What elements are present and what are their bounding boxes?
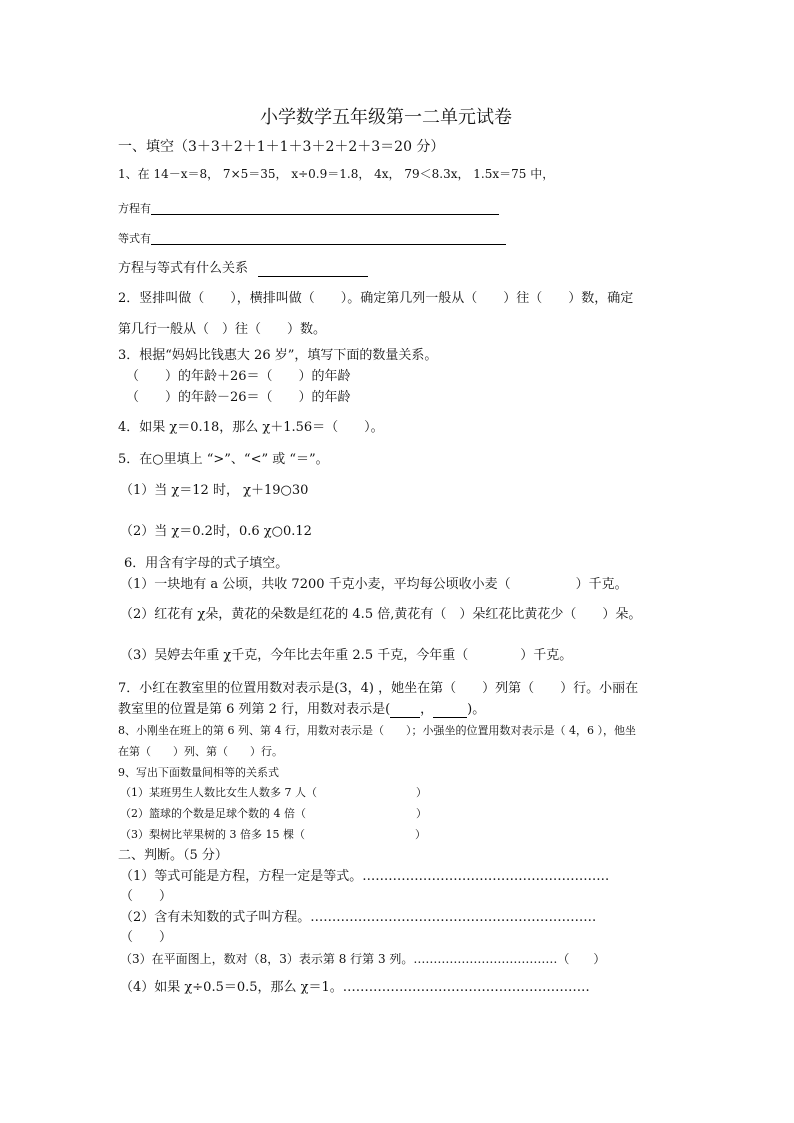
exam-title: 小学数学五年级第一二单元试卷 — [260, 107, 512, 128]
q6-part2: （2）红花有 χ朵，黄花的朵数是红花的 4.5 倍,黄花有（ ）朵红花比黄花少（ ）朵。 — [120, 607, 642, 622]
q5-stem: 5．在○里填上 “>”、“<” 或 “＝”。 — [118, 452, 329, 467]
q1-equalities-label: 等式有 — [118, 232, 151, 245]
q7-blank-row[interactable] — [433, 704, 467, 718]
judge-item1-answer[interactable]: （ ） — [120, 889, 173, 904]
q7-blank-column[interactable] — [390, 704, 420, 718]
q8-line1: 8、小刚坐在班上的第 6 列、第 4 行，用数对表示是（ ）；小强坐的位置用数对表示是（ 4，6 ），他坐 — [118, 724, 636, 737]
q5-part1: （1）当 χ＝12 时， χ＋19○30 — [120, 483, 309, 498]
q3-line2: （ ）的年龄－26＝（ ）的年龄 — [126, 390, 351, 405]
q7-line1: 7．小红在教室里的位置用数对表示是(3，4) ，她坐在第（ ）列第（ ）行。小丽在 — [118, 681, 639, 696]
q1-stem: 1、在 14－x＝8， 7×5＝35， x÷0.9＝1.8， 4x， 79＜8.3x， 1.5x＝75 中， — [118, 167, 555, 181]
q1-equalities-answer-blank[interactable] — [151, 232, 506, 245]
judge-item1: （1）等式可能是方程，方程一定是等式。………………………………………………… — [120, 869, 610, 884]
section2-heading: 二、判断。（5 分） — [118, 848, 228, 863]
q2-line1: 2．竖排叫做（ ），横排叫做（ ）。确定第几列一般从（ ）往（ ）数，确定 — [118, 291, 634, 306]
q1-relation-line — [118, 261, 368, 277]
q3-stem: 3．根据“妈妈比钱惠大 26 岁”，填写下面的数量关系。 — [118, 348, 438, 363]
q1-equalities-line — [118, 232, 506, 245]
q7-line2-comma: ， — [420, 702, 434, 717]
q2-line2: 第几行一般从（ ）往（ ）数。 — [118, 322, 327, 337]
judge-item4: （4）如果 χ÷0.5＝0.5，那么 χ＝1。………………………………………………… — [120, 980, 590, 995]
judge-item2: （2）含有未知数的式子叫方程。………………………………………………………… — [120, 910, 597, 925]
section1-heading: 一、填空（3＋3＋2＋1＋1＋3＋2＋2＋3＝20 分） — [118, 139, 445, 155]
q9-part2: （2）篮球的个数是足球个数的 4 倍（ ） — [120, 807, 427, 820]
q9-part1: （1）某班男生人数比女生人数多 7 人（ ） — [120, 786, 427, 799]
q3-line1: （ ）的年龄＋26＝（ ）的年龄 — [126, 369, 351, 384]
q7-line2-suffix: )。 — [467, 702, 486, 717]
q7-line2-prefix: 教室里的位置是第 6 列第 2 行，用数对表示是( — [118, 702, 391, 717]
q9-part3: （3）梨树比苹果树的 3 倍多 15 棵（ ） — [120, 828, 426, 841]
q7-line2 — [118, 702, 485, 718]
q9-stem: 9、写出下面数量间相等的关系式 — [118, 766, 279, 779]
q6-part1: （1）一块地有 a 公顷，共收 7200 千克小麦，平均每公顷收小麦（ ）千克。 — [120, 577, 628, 592]
q1-equations-answer-blank[interactable] — [151, 202, 499, 215]
q5-part2: （2）当 χ＝0.2时，0.6 χ○0.12 — [120, 524, 312, 539]
q6-part3: （3）吴婷去年重 χ千克，今年比去年重 2.5 千克，今年重（ ）千克。 — [120, 648, 573, 663]
q1-relation-label: 方程与等式有什么关系 — [118, 261, 249, 276]
judge-item2-answer[interactable]: （ ） — [120, 930, 173, 945]
q1-relation-answer-blank[interactable] — [258, 263, 368, 277]
q8-line2: 在第（ ）列、第（ ）行。 — [118, 745, 283, 758]
q4: 4．如果 χ＝0.18，那么 χ＋1.56＝（ ）。 — [118, 420, 384, 435]
judge-item3: （3）在平面图上，数对（8，3）表示第 8 行第 3 列。………………………………（ ） — [120, 952, 606, 966]
q1-equations-label: 方程有 — [118, 202, 151, 215]
q1-equations-line — [118, 202, 499, 215]
q6-stem: 6．用含有字母的式子填空。 — [124, 556, 289, 571]
